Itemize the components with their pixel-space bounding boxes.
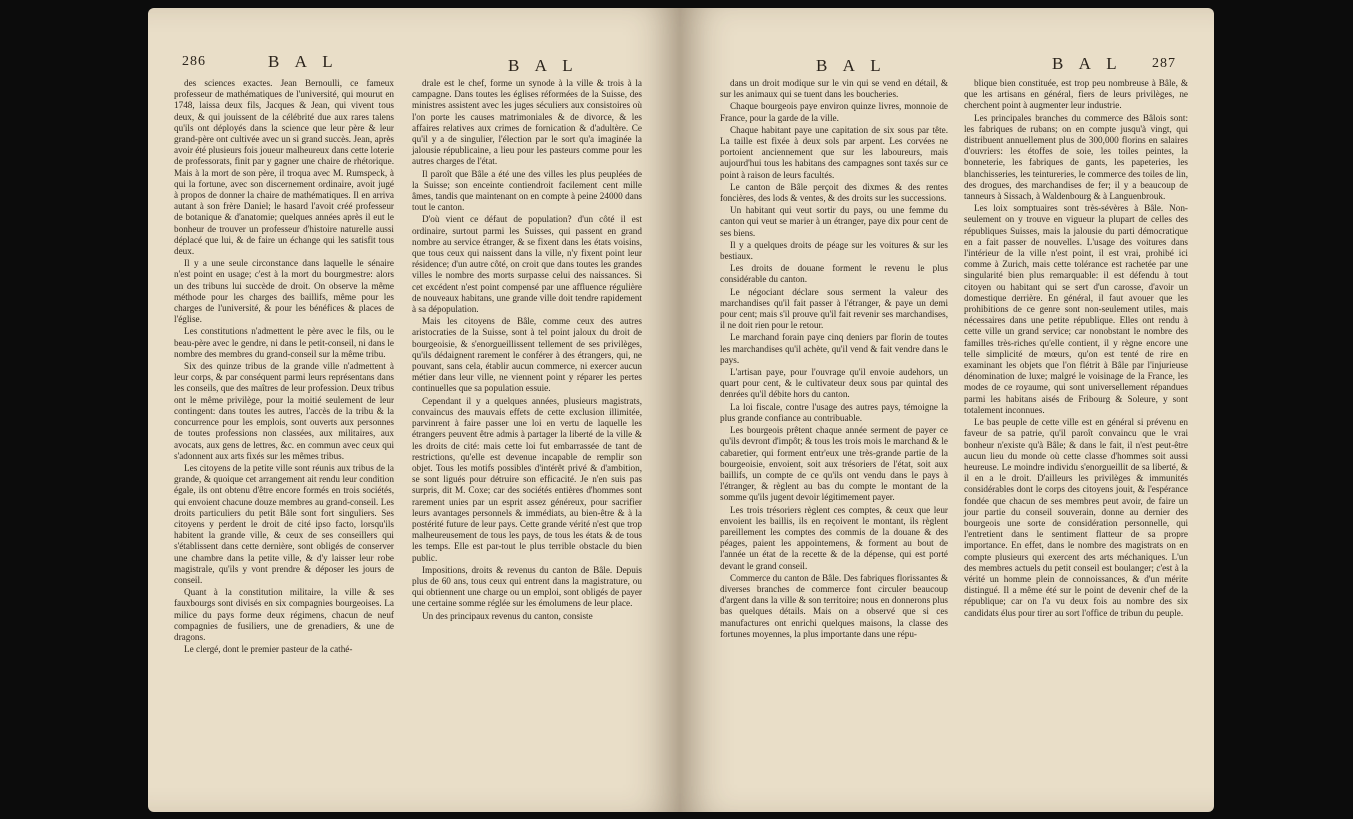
running-head: B A L — [268, 52, 339, 71]
paragraph: Les constitutions n'admettent le père avec le fils, ou le beau-père avec le gendre, ni dans le petit-conseil, ni dans le nombre des membres du grand-conseil sur la même tribu. — [174, 326, 394, 359]
paragraph: Les principales branches du commerce des Bâlois sont: les fabriques de rubans; on en compte jusqu'à vingt, qui distribuent annuellement plus de 300,000 florins en salaires d'ouvriers: les étoffes de soie, les toiles peintes, la bonneterie, les fabriques de gants, les papeteries, les blanchisseries, les teintureries, le commerce des toiles de lin, des drogues, des marchandises de fer; il y a beaucoup de tanneurs à Sissach, à Waldenbourg & à Languenbrouk. — [964, 112, 1188, 202]
paragraph: Quant à la constitution militaire, la ville & ses fauxbourgs sont divisés en six compagnies bourgeoises. La milice du pays forme deux régimens, chacun de neuf compagnies de fusiliers, une de grenadiers, & une de dragons. — [174, 587, 394, 642]
page-number: 286 — [182, 54, 206, 69]
paragraph: Cependant il y a quelques années, plusieurs magistrats, convaincus des mauvais effets de cette exclusion illimitée, parvinrent à faire passer une loi en vertu de laquelle les étrangers peuvent être admis à partager la liberté de la ville & les droits de cité: mais cette loi fut embarrassée de tant de restrictions, qu'elle est devenue incapable de remplir son objet. Tous les motifs possibles d'intérêt privé & d'ambition, se sont ligués pour détruire son efficacité. Je n'en suis pas surpris, dit M. Coxe; car des sociétés entières d'hommes sont rarement unies par un esprit assez généreux, pour sacrifier leurs avantages personnels & immédiats, au bien-être & à la postérité future de leur pays. Cette grande vérité n'est que trop malheureusement de tous les pays, de tous les états & de tous les temps. Elle est par-tout le plus terrible obstacle du bien public. — [412, 395, 642, 563]
running-head: B A L — [1052, 54, 1123, 73]
paragraph: Les citoyens de la petite ville sont réunis aux tribus de la grande, & quoique cet arrangement ait rendu leur condition égale, ils ont obtenu d'être encore formés en trois sociétés, qui envoient chacune douze membres au grand-conseil. Les droits particuliers du petit Bâle sont fort singuliers. Ses citoyens y perdent le droit de cité ipso facto, lorsqu'ils habitent la grande ville, & ceux de ses conseillers qui s'établissent dans cette dernière, sont obligés de conserver une chambre dans la petite ville, & d'y laisser leur robe magistrale, qu'ils y vont prendre & déposer les jours de conseil. — [174, 462, 394, 585]
paragraph: Le canton de Bâle perçoit des dixmes & des rentes foncières, des lods & ventes, & des droits sur les successions. — [720, 181, 948, 204]
paragraph: Chaque bourgeois paye environ quinze livres, monnoie de France, pour la garde de la ville. — [720, 101, 948, 123]
paragraph: Chaque habitant paye une capitation de six sous par tête. La taille est fixée à deux sols par arpent. Les corvées ne portoient anciennement que sur les laboureurs, mais aujourd'hui tous les habitans des campagnes sont taxés sur ce point à raison de leurs facultés. — [720, 124, 948, 180]
paragraph: Le marchand forain paye cinq deniers par florin de toutes les marchandises qu'il achète, qu'il vend & fait vendre dans le pays. — [720, 332, 948, 365]
page-number: 287 — [1152, 56, 1176, 71]
paragraph: Les trois trésoriers règlent ces comptes, & ceux que leur envoient les baillis, ils en reçoivent le montant, ils règlent pareillement les comptes des commis de la douane & des péages, paient les appointemens, & forment au bout de l'année un état de la recette & de la dépense, qui est porté devant le grand conseil. — [720, 504, 948, 571]
paragraph: Un habitant qui veut sortir du pays, ou une femme du canton qui veut se marier à un étranger, paye dix pour cent de ses biens. — [720, 205, 948, 238]
paragraph: La loi fiscale, contre l'usage des autres pays, témoigne la plus grande confiance au contribuable. — [720, 401, 948, 423]
paragraph: L'artisan paye, pour l'ouvrage qu'il envoie audehors, un quart pour cent, & le cultivateur deux sous par quintal des denrées qu'il débite hors du canton. — [720, 367, 948, 400]
paragraph: Six des quinze tribus de la grande ville n'admettent à leur corps, & par conséquent parmi leurs représentans dans les conseils, que des maîtres de leur profession. Deux tribus ont le même privilège, pour la moitié seulement de leur contingent: dans toutes les autres, l'accès de la tribu & la concurrence pour les emplois, sont ouverts aux personnes de toutes professions non classées, aux militaires, aux avocats, aux gens de lettres, &c. en commun avec ceux qui s'adonnent aux arts fixés sur les mêmes tribus. — [174, 361, 394, 461]
paragraph: drale est le chef, forme un synode à la ville & trois à la campagne. Dans toutes les églises réformées de la Suisse, des ministres assistent avec les juges séculiers aux consistoires où l'on porte les causes matrimoniales & de divorce, & les affaires relatives aux crimes de fornication & d'adultère. Ce qu'il y a de singulier, l'élection par le sort qu'a imaginée la jalousie républicaine, a lieu pour les pasteurs comme pour les autres charges de l'état. — [412, 78, 642, 167]
paragraph: Il y a une seule circonstance dans laquelle le sénaire n'est point en usage; c'est à la mort du bourgmestre: alors un des tribuns lui succède de droit. On observe la même méthode pour les charges des baillifs, même pour les charges de l'université, & pour les bénéfices & places de l'église. — [174, 258, 394, 325]
paragraph: Il y a quelques droits de péage sur les voitures & sur les bestiaux. — [720, 239, 948, 262]
text-column-1 — [174, 78, 394, 655]
paragraph: Mais les citoyens de Bâle, comme ceux des autres aristocraties de la Suisse, sont à tel point jaloux du droit de bourgeoisie, & s'enorgueillissent tellement de ses privilèges, qu'ils dédaignent rarement le conférer à des étrangers, qui, ne pouvant, sans cela, établir aucun commerce, ni exercer aucun métier dans leur ville, ne viennent point y réparer les pertes continuelles que sa population essuie. — [412, 316, 642, 394]
right-page — [680, 8, 1214, 812]
paragraph: blique bien constituée, est trop peu nombreuse à Bâle, & que les artisans en général, fiers de leurs privilèges, ne cherchent point à augmenter leur industrie. — [964, 78, 1188, 111]
text-column-2 — [412, 78, 642, 622]
left-page — [148, 8, 680, 812]
text-column-2 — [964, 78, 1188, 619]
left-page-header — [148, 54, 680, 76]
paragraph: Impositions, droits & revenus du canton de Bâle. Depuis plus de 60 ans, tous ceux qui entrent dans la magistrature, ou qui obtiennent une charge ou un emploi, sont obligés de payer une certaine somme réglée sur les émolumens de leur place. — [412, 564, 642, 609]
right-page-header — [680, 54, 1214, 76]
running-head: B A L — [508, 56, 579, 75]
paragraph: Commerce du canton de Bâle. Des fabriques florissantes & diverses branches de commerce font circuler beaucoup d'argent dans la ville & son territoire; nous en donnerons plus bas quelques détails. Mais on a observé que si ces manufactures ont enrichi quelques maisons, la classe des fortunes moyennes, la plus importante dans une répu- — [720, 572, 948, 639]
paragraph: des sciences exactes. Jean Bernoulli, ce fameux professeur de mathématiques de l'université, qui mourut en 1748, laissa deux fils, Jacques & Jean, qui vivent tous deux, & qui jouissent de la célébrité due aux rares talens qu'ils ont déployés dans la science que leur père & leur grand-père ont cultivée avec un si grand succès. Jean, après avoir été plusieurs fois joueur malheureux dans cette loterie de professorats, finit par y gagner une chaire de rhétorique. Mais à la mort de son père, il troqua avec M. Rumspeck, à qui la fortune, avec son discernement ordinaire, avoit jugé à propos de donner la chaire de mathématiques. Il en arriva autant à son frère Daniel; le hasard l'avoit créé professeur de botanique & d'anatomie; quelques années après il eut le bonheur de trouver un professeur d'histoire naturelle aussi déplacé que lui, & de faire un échange qui les satisfit tous deux. — [174, 78, 394, 257]
paragraph: Le bas peuple de cette ville est en général si prévenu en faveur de sa patrie, qu'il paroît convaincu que le vrai bonheur n'existe qu'à Bâle; & dans le fait, il n'est peut-être aucun lieu du monde où cette classe d'hommes soit aussi heureuse. Le moindre individu s'enorgueillit de sa liberté, & il en a le droit. D'ailleurs les privilèges & immunités considérables dont le corps des citoyens jouit, & l'espérance fondée que chacun de ses membres peut avoir, de faire un jour partie du conseil souverain, donne au dernier des bourgeois une sorte de considération personnelle, qui l'entretient dans le sentiment flatteur de sa propre importance. En effet, dans le nombre des magistrats on en compte plusieurs qui exercent des arts méchaniques. L'un des membres actuels du petit conseil est boulanger; c'est à la vérité un homme plein de connoissances, & d'un mérite distingué. Il a même été sur le point de devenir chef de la république; car on l'a vu deux fois au nombre des six candidats élus pour tirer au sort l'office de tribun du peuple. — [964, 417, 1188, 618]
paragraph: Les droits de douane forment le revenu le plus considérable du canton. — [720, 263, 948, 285]
paragraph: Le négociant déclare sous serment la valeur des marchandises qu'il fait passer à l'étranger, & paye un demi pour cent; mais s'il prouve qu'il fait revenir ses marchandises, il ne doit rien pour le retour. — [720, 286, 948, 331]
paragraph: Il paroît que Bâle a été une des villes les plus peuplées de la Suisse; son enceinte contiendroit facilement cent mille âmes, tandis que maintenant on en compte à peine 24000 dans tout le canton. — [412, 168, 642, 213]
paragraph: Un des principaux revenus du canton, consiste — [422, 610, 593, 621]
running-head: B A L — [816, 56, 887, 75]
paragraph: dans un droit modique sur le vin qui se vend en détail, & sur les animaux qui se tuent dans les boucheries. — [720, 78, 948, 100]
paragraph: Les bourgeois prêtent chaque année serment de payer ce qu'ils devront d'impôt; & tous les trois mois le marchand & le cabaretier, qui forment entr'eux une très-grande partie de la bourgeoisie, envoient, soit aux trésoriers de l'état, soit aux baillifs, un compte de ce qu'ils ont vendu dans le pays à l'étranger, & règlent au bas du compte le montant de la somme qu'ils jugent devoir légitimement payer. — [720, 425, 948, 503]
text-column-1 — [720, 78, 948, 640]
paragraph: Le clergé, dont le premier pasteur de la cathé- — [184, 644, 353, 655]
paragraph: Les loix somptuaires sont très-sévères à Bâle. Non-seulement on y trouve en vigueur la plupart de celles des républiques Suisses, mais la jalousie du parti démocratique en a fait passer de nouvelles. L'usage des voitures dans l'intérieur de la ville n'est point, il est vrai, prohibé ici comme à Zurich, mais cette tolérance est rachetée par une singularité bien plus remarquable: il est défendu à tout citoyen ou habitant qui se sert d'un carosse, d'avoir un domestique derrière. En général, il faut avouer que les prohibitions de ce genre sont non-seulement utiles, mais nécessaires dans une petite république. Elles ont rendu à cette ville un grand service; car nonobstant le nombre des familles très-riches qu'elle contient, il y règne encore une telle simplicité de mœurs, qu'on est tenté de rire en examinant les objets que l'on flétrit à Bâle par l'injurieuse dénomination de luxe; malgré le voisinage de la France, les modes de ce royaume, qui sont universellement répandues parmi les habitans aisés de Fribourg & Soleure, y sont totalement inconnues. — [964, 203, 1188, 415]
paragraph: D'où vient ce défaut de population? d'un côté il est ordinaire, surtout parmi les Suisses, qui passent en grand nombre au service étranger, & se fixent dans les états voisins, que tous ceux qui naissent dans la ville, n'y fixent point leur résidence; d'un autre côté, on croit que dans toutes les grandes villes le nombre des morts surpasse celui des naissances. Si cet excédent n'est point compensé par une affluence régulière de nouveaux habitans, une grande ville doit tendre rapidement à sa dépopulation. — [412, 214, 642, 315]
